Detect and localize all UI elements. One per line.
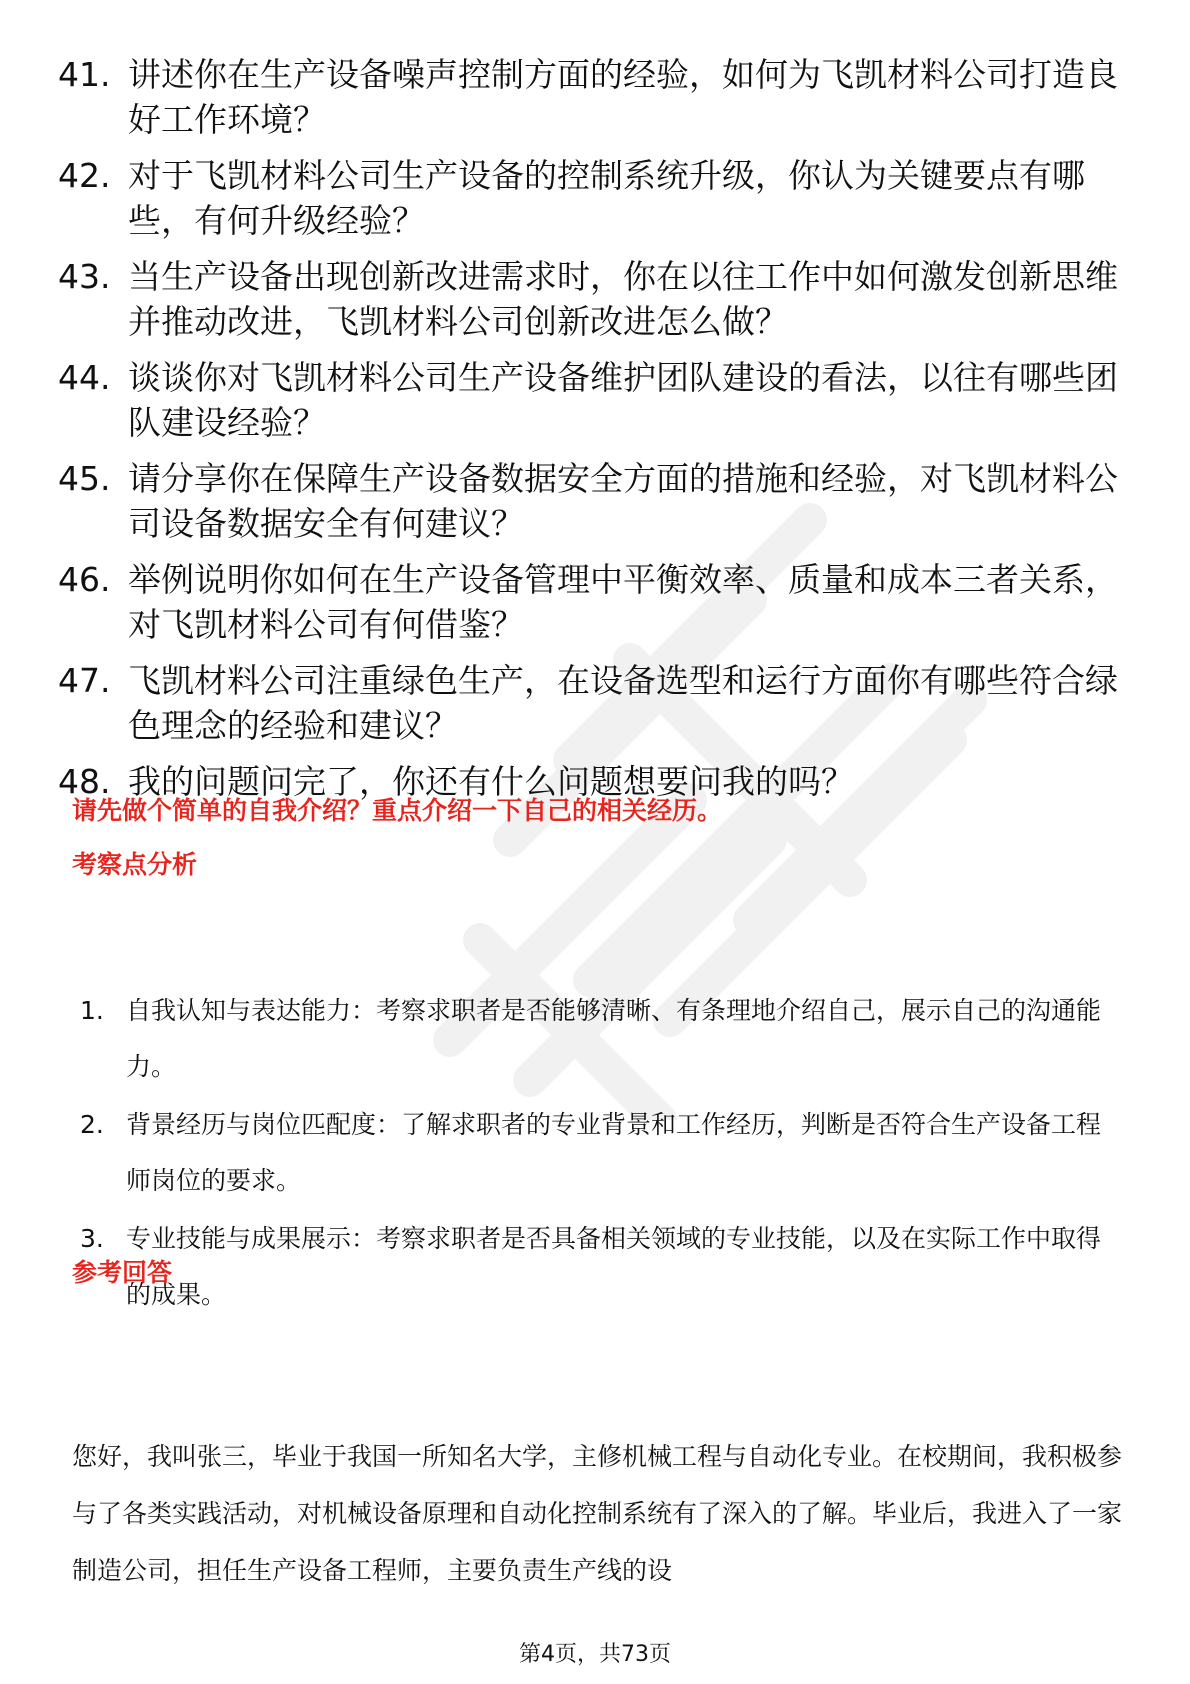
list-item (58, 52, 1118, 142)
question-text: 讲述你在生产设备噪声控制方面的经验，如何为飞凯材料公司打造良好工作环境？ (128, 55, 1118, 139)
list-item (58, 254, 1118, 344)
list-item (58, 153, 1118, 243)
question-text: 谈谈你对飞凯材料公司生产设备维护团队建设的看法，以往有哪些团队建设经验？ (128, 358, 1118, 442)
question-number: 41. (58, 55, 111, 94)
question-text: 举例说明你如何在生产设备管理中平衡效率、质量和成本三者关系，对飞凯材料公司有何借鉴？ (128, 560, 1118, 644)
question-number: 44. (58, 358, 111, 397)
question-text: 对于飞凯材料公司生产设备的控制系统升级，你认为关键要点有哪些，有何升级经验？ (128, 156, 1085, 240)
list-item (80, 1097, 1125, 1209)
point-text: 背景经历与岗位匹配度：了解求职者的专业背景和工作经历，判断是否符合生产设备工程师岗位的要求。 (126, 1110, 1102, 1195)
list-item (58, 456, 1118, 546)
list-item (58, 658, 1118, 748)
question-list (58, 52, 1118, 815)
answer-paragraph: 您好，我叫张三，毕业于我国一所知名大学，主修机械工程与自动化专业。在校期间，我积极参与了各类实践活动，对机械设备原理和自动化控制系统有了深入的了解。毕业后，我进入了一家制造公司，担任生产设备工程师，主要负责生产线的设 (72, 1442, 1123, 1585)
question-number: 46. (58, 560, 111, 599)
question-number: 43. (58, 257, 111, 296)
point-text: 自我认知与表达能力：考察求职者是否能够清晰、有条理地介绍自己，展示自己的沟通能力。 (126, 996, 1102, 1081)
analysis-list (80, 983, 1125, 1325)
point-text: 专业技能与成果展示：考察求职者是否具备相关领域的专业技能，以及在实际工作中取得的成果。 (126, 1224, 1102, 1309)
question-number: 48. (58, 762, 111, 801)
page-footer: 第4页，共73页 (519, 1642, 671, 1667)
question-text: 飞凯材料公司注重绿色生产，在设备选型和运行方面你有哪些符合绿色理念的经验和建议？ (128, 661, 1118, 745)
answer-heading: 参考回答 (72, 1258, 173, 1287)
point-number: 3. (80, 1224, 104, 1253)
question-number: 45. (58, 459, 111, 498)
list-item (58, 355, 1118, 445)
question-text: 我的问题问完了，你还有什么问题想要问我的吗？ (128, 762, 854, 801)
list-item (80, 1211, 1125, 1323)
analysis-heading: 考察点分析 (72, 850, 198, 879)
point-number: 2. (80, 1110, 104, 1139)
list-item (58, 557, 1118, 647)
section-question: 请先做个简单的自我介绍？重点介绍一下自己的相关经历。 (72, 796, 723, 825)
question-number: 42. (58, 156, 111, 195)
list-item (80, 983, 1125, 1095)
question-text: 请分享你在保障生产设备数据安全方面的措施和经验，对飞凯材料公司设备数据安全有何建议？ (128, 459, 1118, 543)
question-text: 当生产设备出现创新改进需求时，你在以往工作中如何激发创新思维并推动改进，飞凯材料公司创新改进怎么做？ (128, 257, 1118, 341)
question-number: 47. (58, 661, 111, 700)
point-number: 1. (80, 996, 104, 1025)
